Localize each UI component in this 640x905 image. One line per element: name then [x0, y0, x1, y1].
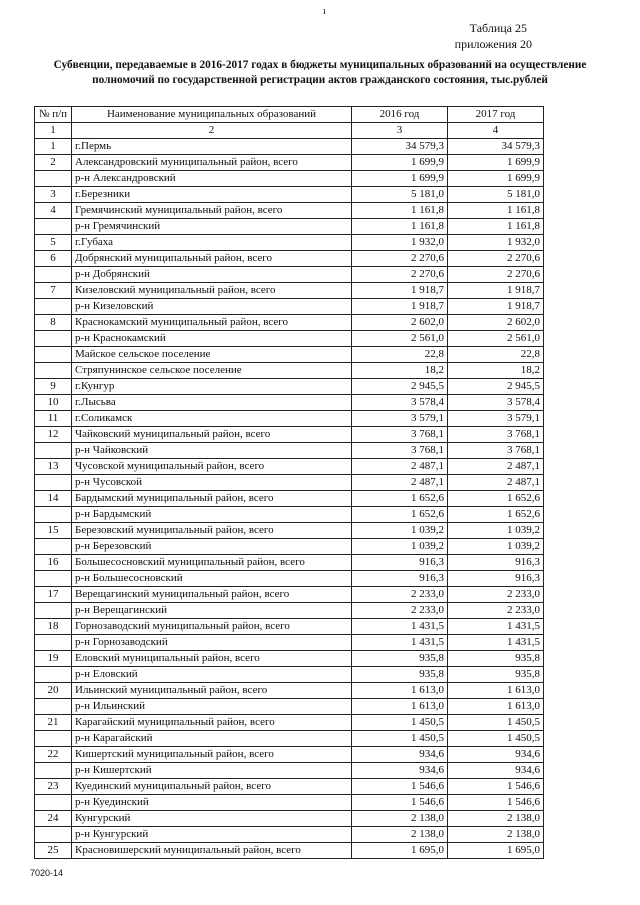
municipality-name: р-н Березовский — [72, 539, 352, 555]
row-number — [35, 363, 72, 379]
value-2017: 2 487,1 — [448, 475, 544, 491]
row-number: 18 — [35, 619, 72, 635]
municipality-name: р-н Чусовской — [72, 475, 352, 491]
row-number: 9 — [35, 379, 72, 395]
municipality-name: Стряпунинское сельское поселение — [72, 363, 352, 379]
value-2017: 2 602,0 — [448, 315, 544, 331]
value-2017: 34 579,3 — [448, 139, 544, 155]
value-2017: 1 431,5 — [448, 635, 544, 651]
row-number: 7 — [35, 283, 72, 299]
municipality-name: Краснокамский муниципальный район, всего — [72, 315, 352, 331]
value-2016: 2 945,5 — [352, 379, 448, 395]
value-2017: 2 138,0 — [448, 827, 544, 843]
row-number — [35, 507, 72, 523]
municipality-name: Березовский муниципальный район, всего — [72, 523, 352, 539]
row-number: 5 — [35, 235, 72, 251]
value-2016: 935,8 — [352, 667, 448, 683]
municipality-name: Большесосновский муниципальный район, всего — [72, 555, 352, 571]
row-number — [35, 603, 72, 619]
value-2016: 2 138,0 — [352, 811, 448, 827]
value-2016: 2 270,6 — [352, 251, 448, 267]
value-2017: 2 561,0 — [448, 331, 544, 347]
value-2017: 934,6 — [448, 747, 544, 763]
municipality-name: г.Пермь — [72, 139, 352, 155]
municipality-name: р-н Горнозаводский — [72, 635, 352, 651]
row-number — [35, 635, 72, 651]
value-2016: 2 270,6 — [352, 267, 448, 283]
municipality-name: р-н Большесосновский — [72, 571, 352, 587]
municipality-name: г.Соликамск — [72, 411, 352, 427]
value-2016: 1 161,8 — [352, 219, 448, 235]
value-2017: 3 578,4 — [448, 395, 544, 411]
table-row — [35, 443, 544, 459]
table-row — [35, 747, 544, 763]
value-2016: 1 431,5 — [352, 635, 448, 651]
municipality-name: р-н Кунгурский — [72, 827, 352, 843]
municipality-name: Александровский муниципальный район, всего — [72, 155, 352, 171]
table-row — [35, 603, 544, 619]
value-2017: 1 161,8 — [448, 219, 544, 235]
municipality-name: р-н Кизеловский — [72, 299, 352, 315]
value-2017: 1 613,0 — [448, 699, 544, 715]
table-row — [35, 267, 544, 283]
table-caption — [455, 20, 532, 52]
value-2016: 3 579,1 — [352, 411, 448, 427]
row-number — [35, 475, 72, 491]
value-2017: 1 450,5 — [448, 731, 544, 747]
municipality-name: г.Кунгур — [72, 379, 352, 395]
municipality-name: р-н Карагайский — [72, 731, 352, 747]
row-number — [35, 795, 72, 811]
municipality-name: Чайковский муниципальный район, всего — [72, 427, 352, 443]
row-number: 10 — [35, 395, 72, 411]
value-2016: 1 039,2 — [352, 523, 448, 539]
subsidies-table — [34, 106, 544, 859]
table-row — [35, 731, 544, 747]
page-mark: ı — [323, 6, 326, 17]
value-2016: 1 652,6 — [352, 507, 448, 523]
table-row — [35, 699, 544, 715]
header-2016: 2016 год — [352, 107, 448, 123]
value-2017: 2 233,0 — [448, 603, 544, 619]
row-number: 23 — [35, 779, 72, 795]
value-2017: 1 546,6 — [448, 795, 544, 811]
row-number: 12 — [35, 427, 72, 443]
value-2016: 916,3 — [352, 571, 448, 587]
header-2017: 2017 год — [448, 107, 544, 123]
value-2016: 1 431,5 — [352, 619, 448, 635]
table-row — [35, 139, 544, 155]
value-2017: 3 579,1 — [448, 411, 544, 427]
value-2016: 3 578,4 — [352, 395, 448, 411]
value-2016: 1 699,9 — [352, 171, 448, 187]
municipality-name: Добрянский муниципальный район, всего — [72, 251, 352, 267]
municipality-name: р-н Ильинский — [72, 699, 352, 715]
value-2017: 1 918,7 — [448, 283, 544, 299]
table-row — [35, 171, 544, 187]
table-row — [35, 475, 544, 491]
row-number — [35, 219, 72, 235]
column-index-row — [35, 123, 544, 139]
value-2016: 2 561,0 — [352, 331, 448, 347]
table-row — [35, 459, 544, 475]
row-number: 15 — [35, 523, 72, 539]
value-2016: 22,8 — [352, 347, 448, 363]
row-number — [35, 571, 72, 587]
value-2017: 22,8 — [448, 347, 544, 363]
table-row — [35, 203, 544, 219]
table-row — [35, 811, 544, 827]
municipality-name: Красновишерский муниципальный район, всего — [72, 843, 352, 859]
table-row — [35, 667, 544, 683]
value-2016: 1 918,7 — [352, 283, 448, 299]
value-2017: 1 699,9 — [448, 171, 544, 187]
value-2016: 934,6 — [352, 747, 448, 763]
value-2017: 1 613,0 — [448, 683, 544, 699]
row-number: 25 — [35, 843, 72, 859]
row-number — [35, 443, 72, 459]
municipality-name: р-н Краснокамский — [72, 331, 352, 347]
column-index: 2 — [72, 123, 352, 139]
value-2017: 3 768,1 — [448, 427, 544, 443]
municipality-name: р-н Бардымский — [72, 507, 352, 523]
table-row — [35, 779, 544, 795]
value-2016: 1 699,9 — [352, 155, 448, 171]
value-2017: 1 039,2 — [448, 539, 544, 555]
value-2016: 2 233,0 — [352, 587, 448, 603]
row-number: 4 — [35, 203, 72, 219]
value-2017: 935,8 — [448, 651, 544, 667]
table-row — [35, 683, 544, 699]
table-row — [35, 571, 544, 587]
value-2017: 1 699,9 — [448, 155, 544, 171]
value-2016: 2 602,0 — [352, 315, 448, 331]
table-row — [35, 795, 544, 811]
value-2017: 934,6 — [448, 763, 544, 779]
municipality-name: Куединский муниципальный район, всего — [72, 779, 352, 795]
row-number: 8 — [35, 315, 72, 331]
table-row — [35, 843, 544, 859]
appendix-label: приложения 20 — [454, 37, 532, 51]
value-2016: 1 039,2 — [352, 539, 448, 555]
value-2017: 1 161,8 — [448, 203, 544, 219]
value-2017: 1 039,2 — [448, 523, 544, 539]
row-number: 16 — [35, 555, 72, 571]
row-number: 20 — [35, 683, 72, 699]
table-row — [35, 187, 544, 203]
table-row — [35, 331, 544, 347]
table-row — [35, 827, 544, 843]
document-title: Субвенции, передаваемые в 2016-2017 годах в бюджеты муниципальных образований на осуществление полномочий по государственной регистрации актов гражданского состояния, тыс.рублей — [53, 59, 587, 86]
municipality-name: Горнозаводский муниципальный район, всего — [72, 619, 352, 635]
table-row — [35, 539, 544, 555]
value-2016: 1 161,8 — [352, 203, 448, 219]
value-2016: 1 546,6 — [352, 779, 448, 795]
value-2016: 935,8 — [352, 651, 448, 667]
row-number: 19 — [35, 651, 72, 667]
municipality-name: р-н Еловский — [72, 667, 352, 683]
row-number: 24 — [35, 811, 72, 827]
value-2017: 2 138,0 — [448, 811, 544, 827]
row-number — [35, 699, 72, 715]
table-row — [35, 507, 544, 523]
table-row — [35, 219, 544, 235]
value-2017: 2 233,0 — [448, 587, 544, 603]
value-2017: 1 450,5 — [448, 715, 544, 731]
table-row — [35, 491, 544, 507]
row-number — [35, 171, 72, 187]
row-number — [35, 267, 72, 283]
table-row — [35, 299, 544, 315]
row-number — [35, 763, 72, 779]
table-row — [35, 283, 544, 299]
value-2017: 935,8 — [448, 667, 544, 683]
value-2016: 18,2 — [352, 363, 448, 379]
table-row — [35, 763, 544, 779]
municipality-name: р-н Верещагинский — [72, 603, 352, 619]
value-2017: 2 945,5 — [448, 379, 544, 395]
footer-code: 7020-14 — [30, 868, 64, 878]
municipality-name: Гремячинский муниципальный район, всего — [72, 203, 352, 219]
value-2017: 1 652,6 — [448, 507, 544, 523]
municipality-name: Кизеловский муниципальный район, всего — [72, 283, 352, 299]
value-2017: 1 431,5 — [448, 619, 544, 635]
column-index: 3 — [352, 123, 448, 139]
table-row — [35, 651, 544, 667]
municipality-name: Кишертский муниципальный район, всего — [72, 747, 352, 763]
row-number: 17 — [35, 587, 72, 603]
value-2016: 1 450,5 — [352, 715, 448, 731]
table-row — [35, 411, 544, 427]
value-2017: 1 695,0 — [448, 843, 544, 859]
row-number — [35, 347, 72, 363]
column-index: 1 — [35, 123, 72, 139]
value-2016: 2 233,0 — [352, 603, 448, 619]
table-row — [35, 427, 544, 443]
table-row — [35, 619, 544, 635]
value-2017: 916,3 — [448, 555, 544, 571]
municipality-name: г.Губаха — [72, 235, 352, 251]
municipality-name: р-н Чайковский — [72, 443, 352, 459]
value-2017: 1 918,7 — [448, 299, 544, 315]
value-2017: 1 932,0 — [448, 235, 544, 251]
row-number — [35, 731, 72, 747]
municipality-name: р-н Куединский — [72, 795, 352, 811]
row-number — [35, 299, 72, 315]
municipality-name: г.Лысьва — [72, 395, 352, 411]
value-2016: 1 613,0 — [352, 699, 448, 715]
table-row — [35, 555, 544, 571]
row-number: 1 — [35, 139, 72, 155]
value-2017: 18,2 — [448, 363, 544, 379]
value-2016: 2 138,0 — [352, 827, 448, 843]
value-2017: 5 181,0 — [448, 187, 544, 203]
municipality-name: р-н Добрянский — [72, 267, 352, 283]
municipality-name: Ильинский муниципальный район, всего — [72, 683, 352, 699]
municipality-name: г.Березники — [72, 187, 352, 203]
table-row — [35, 395, 544, 411]
table-row — [35, 235, 544, 251]
value-2016: 1 546,6 — [352, 795, 448, 811]
value-2016: 1 450,5 — [352, 731, 448, 747]
municipality-name: р-н Александровский — [72, 171, 352, 187]
municipality-name: Бардымский муниципальный район, всего — [72, 491, 352, 507]
value-2016: 1 695,0 — [352, 843, 448, 859]
value-2017: 3 768,1 — [448, 443, 544, 459]
row-number: 21 — [35, 715, 72, 731]
row-number — [35, 539, 72, 555]
municipality-name: Верещагинский муниципальный район, всего — [72, 587, 352, 603]
row-number: 14 — [35, 491, 72, 507]
value-2016: 34 579,3 — [352, 139, 448, 155]
value-2016: 3 768,1 — [352, 427, 448, 443]
value-2016: 916,3 — [352, 555, 448, 571]
value-2016: 934,6 — [352, 763, 448, 779]
municipality-name: Карагайский муниципальный район, всего — [72, 715, 352, 731]
value-2017: 1 652,6 — [448, 491, 544, 507]
row-number: 3 — [35, 187, 72, 203]
row-number: 6 — [35, 251, 72, 267]
table-row — [35, 315, 544, 331]
table-row — [35, 523, 544, 539]
municipality-name: р-н Гремячинский — [72, 219, 352, 235]
municipality-name: р-н Кишертский — [72, 763, 352, 779]
table-row — [35, 251, 544, 267]
table-row — [35, 587, 544, 603]
value-2017: 1 546,6 — [448, 779, 544, 795]
row-number: 13 — [35, 459, 72, 475]
header-name: Наименование муниципальных образований — [72, 107, 352, 123]
municipality-name: Кунгурский — [72, 811, 352, 827]
row-number — [35, 827, 72, 843]
value-2017: 916,3 — [448, 571, 544, 587]
table-row — [35, 155, 544, 171]
row-number — [35, 667, 72, 683]
value-2017: 2 487,1 — [448, 459, 544, 475]
table-row — [35, 635, 544, 651]
value-2017: 2 270,6 — [448, 267, 544, 283]
value-2016: 1 918,7 — [352, 299, 448, 315]
value-2016: 2 487,1 — [352, 459, 448, 475]
table-row — [35, 347, 544, 363]
header-num: № п/п — [35, 107, 72, 123]
municipality-name: Чусовской муниципальный район, всего — [72, 459, 352, 475]
value-2016: 1 932,0 — [352, 235, 448, 251]
row-number: 11 — [35, 411, 72, 427]
municipality-name: Еловский муниципальный район, всего — [72, 651, 352, 667]
row-number: 2 — [35, 155, 72, 171]
value-2016: 5 181,0 — [352, 187, 448, 203]
municipality-name: Майское сельское поселение — [72, 347, 352, 363]
value-2016: 1 613,0 — [352, 683, 448, 699]
table-row — [35, 379, 544, 395]
table-row — [35, 363, 544, 379]
value-2016: 3 768,1 — [352, 443, 448, 459]
value-2016: 2 487,1 — [352, 475, 448, 491]
row-number — [35, 331, 72, 347]
value-2016: 1 652,6 — [352, 491, 448, 507]
column-index: 4 — [448, 123, 544, 139]
table-label: Таблица 25 — [469, 21, 527, 35]
table-row — [35, 715, 544, 731]
row-number: 22 — [35, 747, 72, 763]
value-2017: 2 270,6 — [448, 251, 544, 267]
